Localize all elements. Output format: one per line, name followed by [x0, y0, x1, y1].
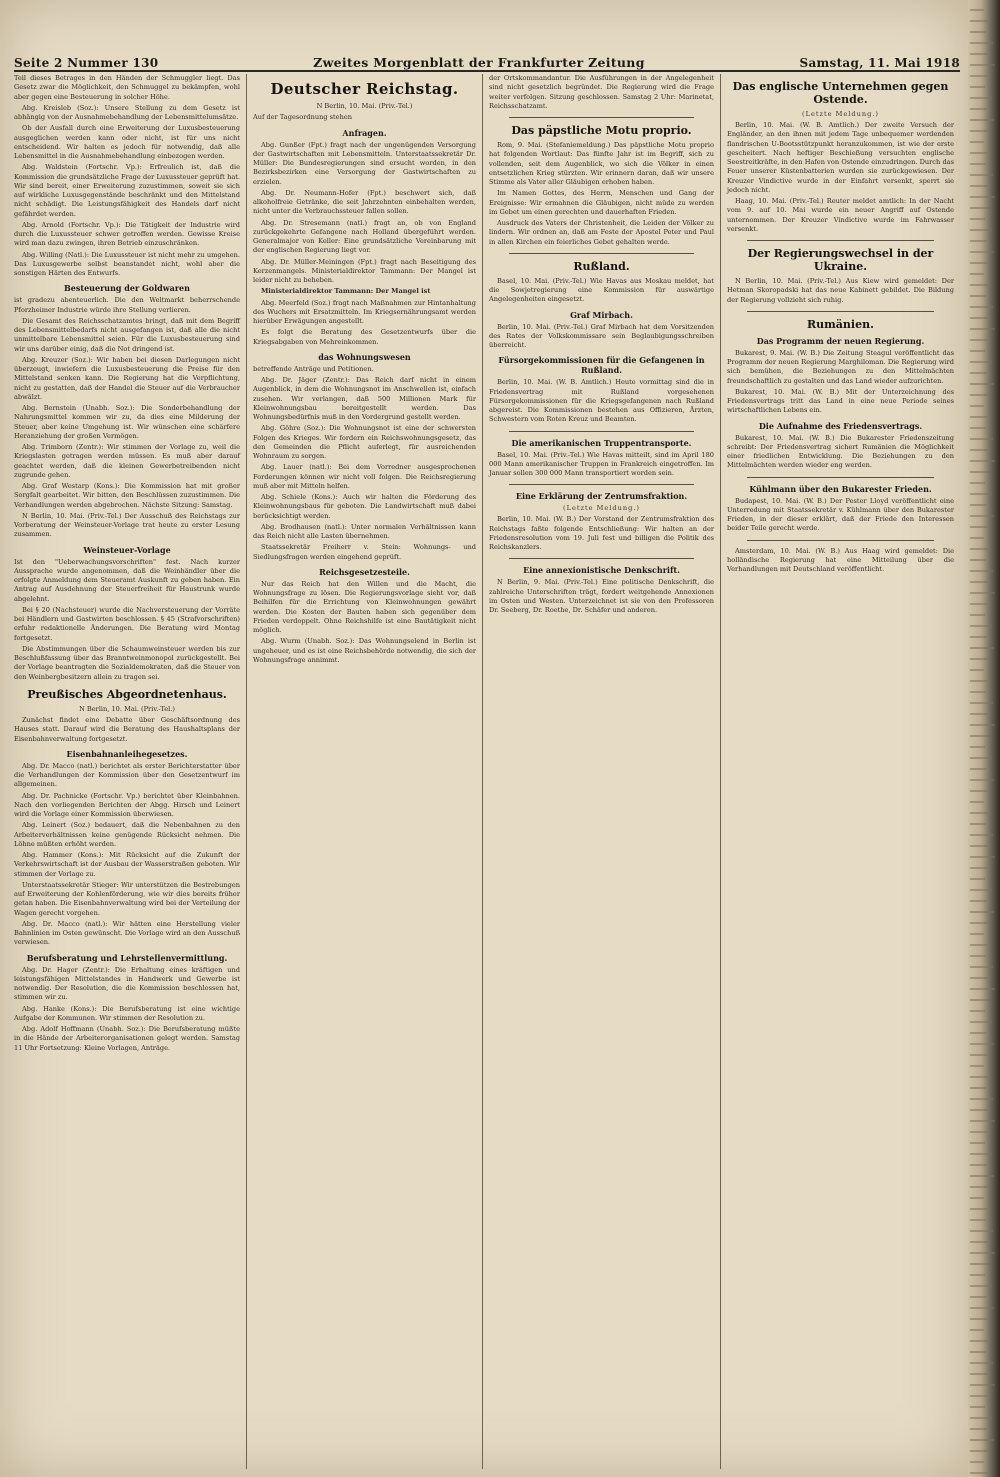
paragraph: Abg. Dr. Stresemann (natl.) fragt an, ob von England zurückgekehrte Gefangene nach Holland übergeführt werden. Generalmajor von Keller: Eine grundsätzliche Vereinbarung mit der englischen Regierung liegt vor. [253, 218, 476, 255]
edge-text-line [970, 581, 988, 583]
edge-text-line [970, 1131, 990, 1133]
edge-text-line [970, 64, 995, 66]
paragraph: Berlin, 10. Mai. (W. B.) Der Vorstand der Zentrumsfraktion des Reichstags faßte folgende Entschließung: Wir halten an der Friedensresolution vom 19. Juli fest und billigen die Politik des Reichskanzlers. [489, 515, 714, 551]
paragraph: Abg. Dr. Neumann-Hofer (Fpt.) beschwert sich, daß alkoholfreie Getränke, die seit Jahrzehnten einbehalten werden, nicht unter die Verbrauchssteuer fallen sollen. [253, 188, 476, 216]
edge-text-line [970, 636, 987, 638]
masthead [14, 48, 960, 72]
edge-text-line [970, 570, 993, 572]
paragraph: Es folgt die Beratung des Gesetzentwurfs über die Kriegsabgaben von Mehreinkommen. [253, 328, 476, 346]
column-1 [14, 74, 246, 1469]
edge-text-line [970, 174, 993, 176]
paragraph: Bei § 20 (Nachsteuer) wurde die Nachversteuerung der Vorräte bei Händlern und Gastwirten beschlossen. § 45 (Strafvorschriften) erfuhr redaktionelle Änderungen. Die Beratung wird Montag fortgesetzt. [14, 605, 240, 642]
edge-text-line [970, 1219, 986, 1221]
section-heading: Das englische Unternehmen gegen Ostende. [732, 80, 949, 106]
section-heading: Rumänien. [807, 317, 874, 331]
paragraph: Abg. Göhre (Soz.): Die Wohnungsnot ist eine der schwersten Folgen des Krieges. Wir fordern ein Reichswohnungsgesetz, das den Gemeinden die Pflicht auferlegt, für ausreichenden Wohnraum zu sorgen. [253, 424, 476, 460]
paragraph: Berlin, 10. Mai. (Priv.-Tel.) Graf Mirbach hat dem Vorsitzenden des Rates der Volkskommissare sein Beglaubigungsschreiben überreicht. [489, 322, 714, 349]
edge-text-line [970, 1384, 995, 1386]
edge-text-line [970, 328, 995, 330]
edge-text-line [970, 779, 994, 781]
subheading: Eine Erklärung der Zentrumsfraktion. [515, 491, 688, 502]
column-4 [720, 74, 960, 1469]
paragraph: Abg. Gunßer (Fpt.) fragt nach der ungenügenden Versorgung der Gastwirtschaften mit Lebensmitteln. Unterstaatssekretär Dr. Müller: Die Bundesregierungen sind ersucht worden, in den Bezirksbezirken eine Versorgung der Gastwirtschaften zu erzielen. [253, 140, 476, 186]
subheading: das Wohnungswesen [318, 351, 411, 362]
edge-text-line [970, 757, 992, 759]
column-2 [246, 74, 482, 1469]
divider [509, 558, 694, 559]
paragraph: Abg. Dr. Müller-Meiningen (Fpt.) fragt nach Beseitigung des Kerzenmangels. Ministerialdirektor Tammann: Der Mangel ist leider nicht zu beheben. [253, 257, 476, 284]
edge-text-line [970, 284, 991, 286]
edge-text-line [970, 405, 984, 407]
subheading: Kühlmann über den Bukarester Frieden. [749, 483, 932, 494]
edge-text-line [970, 240, 987, 242]
paragraph: Ausdruck des Vaters der Christenheit, die Leiden der Völker zu lindern. Wir ordnen an, daß am Feste der Apostel Peter und Paul in allen Kirchen ein feierliches Gebet gehalten werde. [489, 219, 714, 246]
edge-text-line [970, 845, 988, 847]
edge-text-line [970, 1406, 985, 1408]
subheading: Graf Mirbach. [570, 309, 633, 320]
edge-text-line [970, 1032, 987, 1034]
edge-text-line [970, 196, 995, 198]
edge-text-line [970, 1164, 987, 1166]
edge-text-line [970, 878, 985, 880]
paragraph: betreffende Anträge und Petitionen. [253, 364, 374, 373]
edge-text-line [970, 350, 985, 352]
paragraph: Abg. Dr. Macco (natl.) berichtet als erster Berichterstatter über die Verhandlungen der Kommission über den Gesetzentwurf im allgemeinen. [14, 761, 240, 789]
paragraph: N Berlin, 10. Mai. (Priv.-Tel.) Der Ausschuß des Reichstags zur Vorberatung der Weinsteuer-Vorlage trat heute zu erster Lesung zusammen. [14, 511, 240, 539]
edge-text-line [970, 504, 987, 506]
dateline: N Berlin, 10. Mai. (Priv.-Tel.) [316, 102, 413, 110]
edge-text-line [970, 614, 985, 616]
paragraph: Abg. Wurm (Unabh. Soz.): Das Wohnungselend in Berlin ist ungeheuer, und es ist eine Reichsbehörde notwendig, die sich der Wohnungsfrage annimmt. [253, 637, 476, 664]
paragraph: Basel, 10. Mai. (Priv.-Tel.) Wie Havas mitteilt, sind im April 180 000 Mann amerikanischer Truppen in Frankreich eingetroffen. Im Januar sollen 300 000 Mann transportiert worden sein. [489, 450, 714, 477]
paragraph: Berlin, 10. Mai. (W. B. Amtlich.) Heute vormittag sind die in Friedensvertrag mit Rußland vorgesehenen Fürsorgekommissionen für die Kriegsgefangenen nach Rußland abgereist. Die Kommissionen bestehen aus Offizieren, Ärzten, Schwestern vom Roten Kreuz und Beamten. [489, 378, 714, 424]
edge-text-line [970, 1340, 991, 1342]
divider [509, 484, 694, 485]
edge-text-line [970, 1296, 987, 1298]
edge-text-line [970, 1362, 993, 1364]
paragraph: Abg. Kreuzer (Soz.): Wir haben bei diesen Darlegungen nicht überzeugt, inwiefern die Luxusbesteuerung die Preise für den Mittelstand senken kann. Die Regierung hat die Verpflichtung, nicht zu gestatten, daß der Handel die Steuer auf die Verbraucher abwälzt. [14, 355, 240, 401]
paragraph: Abg. Dr. Hager (Zentr.): Die Erhaltung eines kräftigen und leistungsfähigen Mittelstandes in Handwerk und Gewerbe ist notwendig. Der Resolution, die die Kommission beschlossen hat, stimmen wir zu. [14, 965, 240, 1002]
edge-text-line [970, 273, 984, 275]
section-heading: Rußland. [573, 259, 630, 273]
edge-text-line [970, 1329, 984, 1331]
paragraph: Abg. Hammer (Kons.): Mit Rücksicht auf die Zukunft der Verkehrswirtschaft ist der Ausbau der Wasserstraßen geboten. Wir stimmen der Vorlage zu. [14, 851, 240, 878]
subheading: Berufsberatung und Lehrstellenvermittlung. [26, 952, 228, 963]
edge-text-line [970, 933, 984, 935]
edge-text-line [970, 680, 991, 682]
paragraph: Abg. Bernstein (Unabh. Soz.): Die Sonderbehandlung der Nahrungsmittel kommen wir zu, da dies eine Milderung der Steuer, aber keine Umgehung ist. Wir wünschen eine schärfere Heranziehung der großen Vermögen. [14, 404, 240, 440]
subheading: Eisenbahnanleihegesetzes. [66, 748, 188, 759]
edge-text-line [970, 1285, 992, 1287]
edge-text-line [970, 559, 986, 561]
section-heading: Der Regierungswechsel in der Ukraine. [747, 247, 934, 273]
edge-text-line [970, 702, 993, 704]
edge-text-line [970, 394, 989, 396]
paragraph: N Berlin, 9. Mai. (Priv.-Tel.) Eine politische Denkschrift, die zahlreiche Unterschriften trägt, fordert weitgehende Annexionen im Osten und Westen. Unterzeichnet ist sie von den Professoren Dr. Seeberg, Dr. Roethe, Dr. Schäfer und anderen. [489, 578, 714, 614]
edge-text-line [970, 1186, 989, 1188]
edge-text-line [970, 658, 989, 660]
paragraph: Abg. Meerfeld (Soz.) fragt nach Maßnahmen zur Hintanhaltung des Wuchers mit Ersatzmitteln. Im Kriegsernährungsamt werden hierüber Erwägungen angestellt. [253, 298, 476, 325]
subheading: Besteuerung der Goldwaren [64, 283, 190, 294]
edge-text-line [970, 207, 990, 209]
paragraph: Ministerialdirektor Tammann: Der Mangel ist [261, 287, 431, 296]
paragraph: Die Gesamt des Reichsschatzamtes bringt, daß mit dem Begriff des Lebensmittelbedarfs nicht ausgefangen ist, daß alle die nicht unmittelbare Lebensmittel seien. Für die Luxusbesteuerung sind wir uns darüber einig, daß die Not dringend ist. [14, 316, 240, 353]
edge-text-line [970, 713, 988, 715]
edge-text-line [970, 1087, 986, 1089]
paragraph: Berlin, 10. Mai. (W. B. Amtlich.) Der zweite Versuch der Engländer, an den ihnen mit jedem Tage unbequemer werdenden flandrischen U-Bootsstützpunkt heranzukommen, ist wie der erste gescheitert. Nach heftiger Beschießung versuchten englische Seestreitkräfte, in den Hafen von Ostende einzudringen. Durch das Feuer unserer Küstenbatterien wurden sie zurückgewiesen. Der Kreuzer Vindictive wurde in der Einfahrt versenkt, sperrt sie jedoch nicht. [727, 121, 954, 194]
edge-text-line [970, 1208, 991, 1210]
section-heading: Preußisches Abgeordnetenhaus. [27, 687, 227, 701]
edge-text-line [970, 801, 984, 803]
edge-text-line [970, 691, 986, 693]
edge-text-line [970, 515, 994, 517]
edge-text-line [970, 834, 993, 836]
section-heading: Deutscher Reichstag. [270, 80, 459, 98]
edge-text-line [970, 1153, 992, 1155]
edge-text-line [970, 1230, 993, 1232]
edge-text-line [970, 768, 987, 770]
edge-text-line [970, 790, 989, 792]
edge-text-line [970, 75, 990, 77]
edge-text-line [970, 130, 989, 132]
paragraph: Teil dieses Betrages in den Händen der Schmuggler liegt. Das Gesetz zwar die Möglichkeit, den Schmuggel zu bekämpfen, wohl aber gegen eine Besteuerung in solcher Höhe. [14, 74, 240, 101]
edge-text-line [970, 1010, 985, 1012]
edge-text-line [970, 1428, 987, 1430]
subheading: Reichsgesetzesteile. [319, 566, 410, 577]
paragraph: Bukarest, 10. Mai. (W. B.) Mit der Unterzeichnung des Friedensvertrags tritt das Land in eine neue Periode seines wirtschaftlichen Lebens ein. [727, 387, 954, 415]
edge-text-line [970, 1439, 994, 1441]
paragraph: Haag, 10. Mai. (Priv.-Tel.) Reuter meldet amtlich: In der Nacht vom 9. auf 10. Mai wurde ein neuer Angriff auf Ostende unternommen. Der Kreuzer Vindictive wurde im Fahrwasser versenkt. [727, 197, 954, 233]
edge-text-line [970, 526, 989, 528]
edge-text-line [970, 1021, 992, 1023]
edge-text-line [970, 306, 993, 308]
edge-text-line [970, 1175, 994, 1177]
edge-text-line [970, 86, 985, 88]
edge-text-line [970, 911, 994, 913]
paragraph: Budapest, 10. Mai. (W. B.) Der Pester Lloyd veröffentlicht eine Unterredung mit Staatssekretär v. Kühlmann über den Bukarester Frieden, in der dieser erklärt, daß der Friede den Interessen beider Teile gerecht werde. [727, 496, 954, 533]
edge-text-line [970, 361, 992, 363]
paragraph: Abg. Arnold (Fortschr. Vp.): Die Tätigkeit der Industrie wird durch die Luxussteuer schwer getroffen werden. Gewisse Kreise wird man dazu zwingen, ihren Betrieb einzuschränken. [14, 220, 240, 248]
divider [747, 540, 934, 541]
divider [747, 240, 934, 241]
edge-text-line [970, 1417, 992, 1419]
edge-text-line [970, 746, 985, 748]
paragraph: Ist den "Ueberwachungsvorschriften" fest. Nach kurzer Aussprache wurde angenommen, daß die Weinhändler über die erfolgte Anmeldung dem Steueramt Auskunft zu geben haben. Ein Antrag auf Ausdehnung der Steuerfreiheit für Haustrunk wurde abgelehnt. [14, 557, 240, 603]
edge-text-line [970, 966, 993, 968]
edge-text-line [970, 1274, 985, 1276]
edge-text-line [970, 1076, 991, 1078]
edge-text-line [970, 97, 992, 99]
paragraph: Abg. Kreisleb (Soz.): Unsere Stellung zu dem Gesetz ist abhängig von der Ausnahmebehandlung der Lebensmittelumsätze. [14, 103, 240, 121]
issue-date: Samstag, 11. Mai 1918 [799, 56, 960, 70]
edge-text-line [970, 119, 994, 121]
edge-text-line [970, 735, 990, 737]
paragraph: ist gradezu abenteuerlich. Die den Weltmarkt beherrschende Pforzheimer Industrie würde ihre Stellung verlieren. [14, 296, 240, 314]
edge-text-line [970, 482, 985, 484]
edge-text-line [970, 460, 995, 462]
newspaper-title: Zweites Morgenblatt der Frankfurter Zeitung [313, 55, 645, 70]
edge-text-line [970, 108, 987, 110]
subheading: Das Programm der neuen Regierung. [756, 335, 925, 346]
subheading: Weinsteuer-Vorlage [83, 544, 171, 555]
paragraph: Abg. Hanke (Kons.): Die Berufsberatung ist eine wichtige Aufgabe der Kommunen. Wir stimmen der Resolution zu. [14, 1004, 240, 1022]
edge-text-line [970, 31, 986, 33]
subtitle: (Letzte Meldung.) [563, 504, 640, 513]
column-3 [482, 74, 720, 1469]
paragraph: Auf der Tagesordnung stehen [253, 113, 352, 122]
edge-text-line [970, 988, 995, 990]
paragraph: Bukarest, 9. Mai. (W. B.) Die Zeitung Steagul veröffentlicht das Programm der neuen Regierung Marghiloman. Die Regierung wird sich bemühen, die Beziehungen zu den Mittelmächten freundschaftlich zu gestalten und das Land wieder aufzurichten. [727, 348, 954, 385]
edge-text-line [970, 1197, 984, 1199]
edge-text-line [970, 251, 994, 253]
edge-text-line [970, 1120, 995, 1122]
edge-text-line [970, 1450, 989, 1452]
edge-text-line [970, 889, 992, 891]
paragraph: Abg. Brodhausen (natl.): Unter normalen Verhältnissen kann das Reich nicht alle Lasten übernehmen. [253, 522, 476, 540]
paragraph: Abg. Dr. Macco (natl.): Wir hätten eine Herstellung vieler Bahnlinien im Osten gewünscht. Die Vorlage wird an den Ausschuß verwiesen. [14, 919, 240, 947]
edge-text-line [970, 537, 984, 539]
edge-text-line [970, 295, 986, 297]
paragraph: Abg. Waldstein (Fortschr. Vp.): Erfreulich ist, daß die Kommission die grundsätzliche Frage der Luxussteuer geprüft hat. Wir sind bereit, einer Erweiterung zuzustimmen, soweit sie sich auf wirkliche Luxusgegenstände beschränkt und den Mittelstand nicht schädigt. Die Leistungsfähigkeit des Handels darf nicht gefährdet werden. [14, 163, 240, 218]
subheading: Die amerikanischen Truppentransporte. [511, 437, 692, 448]
paragraph: Ob der Ausfall durch eine Erweiterung der Luxusbesteuerung ausgeglichen werden kann oder nicht, ist für uns nicht entscheidend. Wir halten es jedoch für notwendig, daß alle Lebensmittel in die Ausnahmebehandlung einbezogen werden. [14, 124, 240, 160]
edge-text-line [970, 42, 993, 44]
edge-text-line [970, 218, 985, 220]
edge-text-line [970, 647, 994, 649]
paragraph: N Berlin, 10. Mai. (Priv.-Tel.) Aus Kiew wird gemeldet: Der Hetman Skoropadski hat das neue Kabinett gebildet. Die Bildung der Regierung vollzieht sich ruhig. [727, 277, 954, 304]
edge-text-line [970, 1373, 988, 1375]
edge-text-line [970, 383, 994, 385]
edge-text-line [970, 1351, 986, 1353]
edge-text-line [970, 1263, 990, 1265]
edge-text-line [970, 812, 991, 814]
edge-text-line [970, 152, 991, 154]
divider [747, 477, 934, 478]
edge-text-line [970, 603, 990, 605]
edge-text-line [970, 724, 995, 726]
edge-text-line [970, 944, 991, 946]
edge-text-line [970, 999, 990, 1001]
edge-text-line [970, 1252, 995, 1254]
divider [509, 117, 694, 118]
edge-text-line [970, 1318, 989, 1320]
edge-text-line [970, 141, 984, 143]
edge-text-line [970, 185, 988, 187]
paragraph: Abg. Dr. Jäger (Zentr.): Das Reich darf nicht in einem Augenblick, in dem die Wohnungsnot im Anschwellen ist, einfach zusehen. Wir verlangen, daß 500 Millionen Mark für Kleinwohnungsbau bereitgestellt werden. Das Wohnungsbedürfnis muß in den Vordergrund gestellt werden. [253, 376, 476, 421]
paragraph: Abg. Schiele (Kons.): Auch wir halten die Förderung des Kleinwohnungsbaus für geboten. Die Landwirtschaft muß dabei berücksichtigt werden. [253, 493, 476, 520]
paragraph: Zunächst findet eine Debatte über Geschäftsordnung des Hauses statt. Darauf wird die Beratung des Haushaltsplans der Eisenbahnverwaltung fortgesetzt. [14, 716, 240, 743]
edge-text-line [970, 669, 984, 671]
edge-text-line [970, 592, 995, 594]
dateline: N Berlin, 10. Mai. (Priv.-Tel.) [79, 704, 175, 713]
paragraph: der Ortskommandantur. Die Ausführungen in der Angelegenheit sind nicht gesetzlich begründet. Die Regierung wird die Frage weiter verfolgen. Sitzung geschlossen. Samstag 2 Uhr: Marinetat, Reichsschatzamt. [489, 74, 714, 110]
edge-text-line [970, 1142, 985, 1144]
paragraph: Rom, 9. Mai. (Stefaniemeldung.) Das päpstliche Motu proprio hat folgenden Wortlaut: Das fünfte Jahr ist im Begriff, sich zu vollenden, seit dem Augenblick, wo sich die Völker in einen entsetzlichen Krieg stürzten. Wir erinnern daran, daß wir unsere Stimme als Vater aller Gläubigen erhoben haben. [489, 141, 714, 186]
paragraph: Abg. Dr. Pachnicke (Fortschr. Vp.) berichtet über Kleinbahnen. Nach den vorliegenden Berichten der Abgg. Hirsch und Leinert wird die Vorlage einer Kommission überwiesen. [14, 791, 240, 818]
divider [509, 431, 694, 432]
edge-text-line [970, 1472, 991, 1474]
page-number: Seite 2 Nummer 130 [14, 56, 159, 70]
edge-text-line [970, 1395, 990, 1397]
subheading: Anfragen. [342, 127, 387, 138]
paragraph: Unterstaatssekretär Stieger: Wir unterstützen die Bestrebungen auf Erweiterung der Kohlenförderung, wie wir dies bereits früher getan haben. Die Eisenbahnverwaltung wird bei der Verteilung der Wagen gerecht vorgehen. [14, 880, 240, 917]
edge-text-line [970, 856, 995, 858]
edge-text-line [970, 20, 991, 22]
edge-text-line [970, 493, 992, 495]
edge-text-line [970, 471, 990, 473]
paragraph: Abg. Trimborn (Zentr.): Wir stimmen der Vorlage zu, weil die Kriegslasten getragen werden müssen. Es muß aber darauf geachtet werden, daß die kleinen Gewerbetreibenden nicht zugrunde gehen. [14, 443, 240, 479]
paragraph: Abg. Willing (Natl.): Die Luxussteuer ist nicht mehr zu umgehen. Das Luxusgewerbe selbst beanstandet nicht, wohl aber die sonstigen Härten des Entwurfs. [14, 250, 240, 277]
edge-text-line [970, 1054, 989, 1056]
divider [747, 311, 934, 312]
edge-text-line [970, 625, 992, 627]
edge-text-line [970, 1461, 984, 1463]
paragraph: Staatssekretär Freiherr v. Stein: Wohnungs- und Siedlungsfragen werden eingehend geprüft. [253, 543, 476, 561]
subheading: Eine annexionistische Denkschrift. [523, 565, 680, 576]
edge-text-line [970, 449, 988, 451]
paragraph: Abg. Adolf Hoffmann (Unabh. Soz.): Die Berufsberatung müßte in die Hände der Arbeiterorganisationen gelegt werden. Samstag 11 Uhr Fortsetzung: Kleine Vorlagen, Anträge. [14, 1025, 240, 1052]
edge-text-line [970, 427, 986, 429]
subtitle: (Letzte Meldung.) [802, 110, 879, 118]
edge-text-line [970, 1065, 984, 1067]
paragraph: Basel, 10. Mai. (Priv.-Tel.) Wie Havas aus Moskau meldet, hat die Sowjetregierung eine Kommission für auswärtige Angelegenheiten eingesetzt. [489, 276, 714, 304]
edge-text-line [970, 1307, 994, 1309]
paragraph: Bukarest, 10. Mai. (W. B.) Die Bukarester Friedenszeitung schreibt: Der Friedensvertrag sichert Rumänien die Möglichkeit einer friedlichen Entwicklung. Die Beziehungen zu den Mittelmächten werden wieder eng werden. [727, 433, 954, 470]
edge-text-line [970, 955, 986, 957]
edge-text-line [970, 416, 991, 418]
paragraph: Im Namen Gottes, des Herrn, Menschen und Gang der Ereignisse: Wir ermahnen die Gläubigen, nicht müde zu werden im Gebet um einen gerechten und dauerhaften Frieden. [489, 189, 714, 216]
paragraph: Nur das Reich hat den Willen und die Macht, die Wohnungsfrage zu lösen. Die Regierungsvorlage sieht vor, daß Beihilfen für die Errichtung von Kleinwohnungen gewährt werden. Die Kosten der Bauten haben sich gegenüber dem Frieden verdoppelt. Ohne Reichshilfe ist eine Bautätigkeit nicht möglich. [253, 579, 476, 634]
edge-text-line [970, 262, 989, 264]
edge-text-line [970, 1098, 993, 1100]
edge-text-line [970, 53, 988, 55]
paragraph: Die Abstimmungen über die Schaumweinsteuer werden bis zur Beschlußfassung über das Branntweinmonopol zurückgestellt. Bei der Vorlage beantragten die Sozialdemokraten, daß die Steuer von den Weinbergbesitzern allein zu tragen sei. [14, 644, 240, 681]
edge-text-line [970, 823, 986, 825]
paragraph: Abg. Graf Westarp (Kons.): Die Kommission hat mit großer Sorgfalt gearbeitet. Wir bitten, den Beschlüssen zuzustimmen. Die Verhandlungen werden abgebrochen. Nächste Sitzung: Samstag. [14, 482, 240, 509]
paragraph: Abg. Leinert (Soz.) bedauert, daß die Nebenbahnen zu den Arbeiterverhältnissen keine genügende Rücksicht nehmen. Die Löhne müßten erhöht werden. [14, 821, 240, 848]
edge-text-line [970, 1043, 994, 1045]
subheading: Fürsorgekommissionen für die Gefangenen in Rußland. [498, 355, 705, 376]
edge-text-line [970, 1241, 988, 1243]
edge-text-line [970, 548, 991, 550]
edge-text-line [970, 438, 993, 440]
edge-text-line [970, 1109, 988, 1111]
divider [509, 253, 694, 254]
columns [14, 74, 960, 1469]
paragraph: Abg. Lauer (natl.): Bei dem Vorredner ausgesprochenen Forderungen können wir nicht voll folgen. Die Reichsregierung muß aber mit Mitteln helfen. [253, 463, 476, 490]
edge-text-line [970, 977, 988, 979]
section-heading: Das päpstliche Motu proprio. [511, 124, 692, 137]
edge-text-line [970, 922, 989, 924]
edge-text-line [970, 229, 992, 231]
edge-text-line [970, 867, 990, 869]
edge-text-line [970, 9, 984, 11]
edge-text-line [970, 163, 986, 165]
edge-text-line [970, 372, 987, 374]
edge-text-line [970, 900, 987, 902]
adjacent-page-edge [968, 0, 1000, 1477]
paragraph: Amsterdam, 10. Mai. (W. B.) Aus Haag wird gemeldet: Die holländische Regierung hat eine Mitteilung über die Verhandlungen mit Deutschland veröffentlicht. [727, 546, 954, 573]
edge-text-line [970, 317, 988, 319]
edge-text-line [970, 339, 990, 341]
subheading: Die Aufnahme des Friedensvertrags. [758, 420, 923, 431]
